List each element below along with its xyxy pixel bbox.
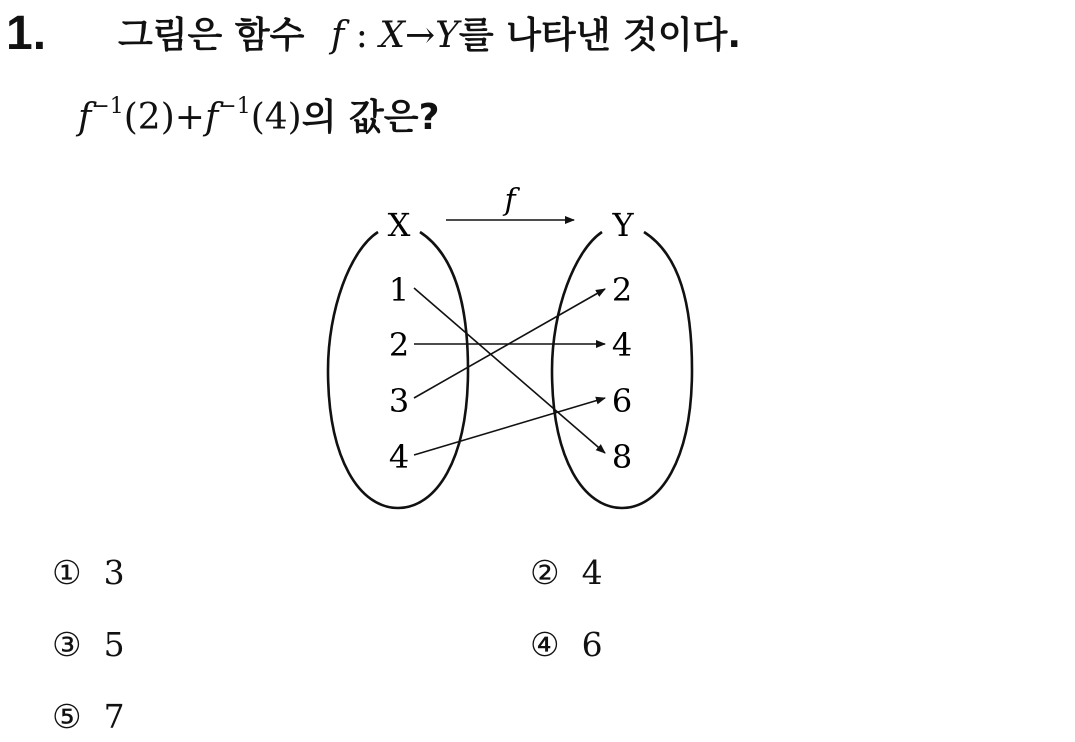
choice-value: 3 xyxy=(103,553,125,592)
function-label: f xyxy=(504,183,516,218)
maps-to-arrow: → xyxy=(404,15,436,56)
choice-marker: ① xyxy=(52,553,82,592)
inverse-function-1: f xyxy=(78,97,92,138)
choice-1[interactable] xyxy=(52,553,125,592)
choice-value: 5 xyxy=(103,625,125,664)
choice-marker: ④ xyxy=(530,625,560,664)
mapping-arrow-1-to-8 xyxy=(414,288,605,453)
choice-5[interactable] xyxy=(52,697,125,736)
choice-value: 7 xyxy=(103,697,125,736)
inverse-exponent-1: −1 xyxy=(91,94,124,119)
inverse-argument-2: (4) xyxy=(250,97,302,138)
domain-element: 1 xyxy=(388,271,410,309)
codomain-element: 4 xyxy=(611,326,633,364)
set-x-symbol: X xyxy=(379,15,405,56)
inverse-function-2: f xyxy=(204,97,219,138)
choice-marker: ⑤ xyxy=(52,697,82,736)
inverse-exponent-2: −1 xyxy=(218,94,251,119)
choice-marker: ③ xyxy=(52,625,82,664)
plus-sign: + xyxy=(174,97,205,138)
codomain-label: Y xyxy=(612,206,634,244)
choice-2[interactable] xyxy=(530,553,603,592)
question-number: 1. xyxy=(6,7,47,60)
domain-label: X xyxy=(387,206,411,244)
question-tail-text: 를 나타낸 것이다. xyxy=(458,15,742,56)
codomain-element: 6 xyxy=(611,382,633,420)
set-y-symbol: Y xyxy=(435,15,459,56)
choice-4[interactable] xyxy=(530,625,603,664)
function-symbol: f xyxy=(330,15,345,56)
choice-value: 4 xyxy=(581,553,603,592)
domain-element: 3 xyxy=(388,382,410,420)
domain-element: 2 xyxy=(388,326,410,364)
question-lead-text: 그림은 함수 xyxy=(118,15,305,56)
colon-symbol: : xyxy=(344,15,380,56)
codomain-element: 8 xyxy=(611,438,633,476)
question-ask-text: 의 값은? xyxy=(301,97,440,138)
mapping-arrow-4-to-6 xyxy=(414,398,605,455)
domain-element: 4 xyxy=(388,438,410,476)
inverse-argument-1: (2) xyxy=(123,97,175,138)
codomain-element: 2 xyxy=(611,271,633,309)
choice-marker: ② xyxy=(530,553,560,592)
choice-value: 6 xyxy=(581,625,603,664)
choice-3[interactable] xyxy=(52,625,125,664)
